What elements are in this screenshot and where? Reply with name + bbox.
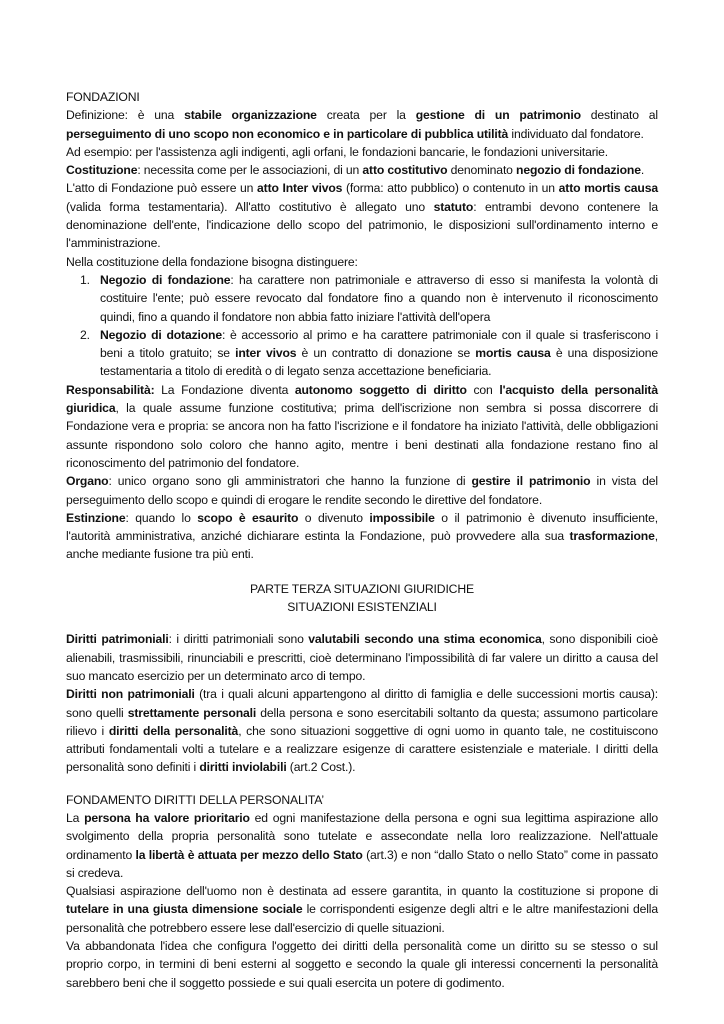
list-item	[66, 326, 658, 381]
numbered-list	[66, 271, 658, 381]
paragraph-distinguere: Nella costituzione della fondazione bisogna distinguere:	[66, 254, 358, 269]
heading-situazioni-esistenziali: SITUAZIONI ESISTENZIALI	[287, 600, 437, 615]
paragraph-atto: L'atto di Fondazione può essere un atto Inter vivos (forma: atto pubblico) o contenuto in un atto mortis causa (valida forma testamentaria). All'atto costitutivo è allegato uno statuto: entrambi devono contenere la denominazione dell'ente, l'indicazione dello scopo del patrimonio, le disposizioni sull'ordinamento interno e l'amministrazione.	[66, 181, 658, 251]
paragraph-costituzione: Costituzione: necessita come per le associazioni, di un atto costitutivo denominato negozio di fondazione.	[66, 163, 645, 178]
section-title-fondamento: FONDAMENTO DIRITTI DELLA PERSONALITA’	[66, 792, 324, 807]
paragraph-diritti-non-patrimoniali: Diritti non patrimoniali (tra i quali alcuni appartengono al diritto di famiglia e delle successioni mortis causa): sono quelli strettamente personali della persona e sono esercitabili soltanto da questa; assumono particolare rilievo i diritti della personalità, che sono situazioni soggettive di ogni uomo in quanto tale, ne costituiscono attributi fondamentali volti a tutelare e a realizzare esigenze di carattere esistenziale e materiale. I diritti della personalità sono definiti i diritti inviolabili (art.2 Cost.).	[66, 687, 659, 775]
paragraph-fondamento-2: Qualsiasi aspirazione dell'uomo non è destinata ad essere garantita, in quanto la costituzione si propone di tutelare in una giusta dimensione sociale le corrispondenti esigenze degli altri e le altre manifestazioni della personalità che potrebbero essere lese dall'esercizio di quelle situazioni.	[66, 884, 658, 935]
paragraph-diritti-patrimoniali: Diritti patrimoniali: i diritti patrimoniali sono valutabili secondo una stima economica, sono disponibili cioè alienabili, trasmissibili, rinunciabili e prescritti, cioè determinano l'impossibilità di far valere un diritto a causa del suo mancato esercizio per un determinato arco di tempo.	[66, 632, 658, 683]
paragraph-organo: Organo: unico organo sono gli amministratori che hanno la funzione di gestire il patrimonio in vista del perseguimento dello scopo e quindi di erogare le rendite secondo le direttive del fondatore.	[66, 474, 658, 507]
paragraph-definizione: Definizione: è una stabile organizzazione creata per la gestione di un patrimonio destinato al perseguimento di uno scopo non economico e in particolare di pubblica utilità individuato dal fondatore.	[66, 108, 658, 141]
spacer	[66, 616, 658, 630]
document-page	[66, 88, 658, 992]
paragraph-fondamento-3: Va abbandonata l'idea che configura l'oggetto dei diritti della personalità come un diritto su se stesso o sul proprio corpo, in termini di beni esterni al soggetto e secondo la quale gli interessi concernenti la personalità sarebbero beni che il soggetto possiede e sui quali esercita un potere di godimento.	[66, 939, 658, 990]
list-number: 1.	[80, 272, 90, 287]
paragraph-responsabilita: Responsabilità: La Fondazione diventa autonomo soggetto di diritto con l'acquisto della personalità giuridica, la quale assume funzione costitutiva; prima dell'iscrizione non sembra si possa discorrere di Fondazione vera e propria: se ancora non ha fatto l'iscrizione e il fondatore ha iniziato l'attività, delle obbligazioni assunte rispondono solo coloro che hanno agito, mentre i beni destinati alla fondazione restano fino al riconoscimento del patrimonio del fondatore.	[66, 382, 658, 470]
paragraph-estinzione: Estinzione: quando lo scopo è esaurito o divenuto impossibile o il patrimonio è divenuto insufficiente, l'autorità amministrativa, anziché dichiarare estinta la Fondazione, può provvedere alla sua trasformazione, anche mediante fusione tra più enti.	[66, 510, 659, 562]
list-number: 2.	[80, 327, 90, 342]
list-item-text: Negozio di fondazione: ha carattere non patrimoniale e attraverso di esso si manifesta la volontà di costituire l'ente; può essere revocato dal fondatore fino a quando non è intervenuto il riconoscimento quindi, fino a quando il fondatore non abbia fatto iniziare l'attività dell'opera	[100, 272, 658, 324]
section-title-fondazioni: FONDAZIONI	[66, 90, 140, 104]
paragraph-fondamento-1: La persona ha valore prioritario ed ogni manifestazione della persona e ogni sua legittima aspirazione allo svolgimento della propria personalità sono tutelate e assecondate nella loro realizzazione. Nell'attuale ordinamento la libertà è attuata per mezzo dello Stato (art.3) e non “dallo Stato o nello Stato” come in passato si credeva.	[66, 810, 659, 880]
list-item-text: Negozio di dotazione: è accessorio al primo e ha carattere patrimoniale con il quale si trasferiscono i beni a titolo gratuito; se inter vivos è un contratto di donazione se mortis causa è una disposizione testamentaria a titolo di eredità o di legato senza accettazione beneficiaria.	[100, 327, 658, 379]
spacer	[66, 564, 658, 580]
paragraph-esempio: Ad esempio: per l'assistenza agli indigenti, agli orfani, le fondazioni bancarie, le fondazioni universitarie.	[66, 144, 609, 159]
list-item	[66, 271, 658, 326]
spacer	[66, 777, 658, 791]
heading-parte-terza: PARTE TERZA SITUAZIONI GIURIDICHE	[250, 581, 474, 596]
